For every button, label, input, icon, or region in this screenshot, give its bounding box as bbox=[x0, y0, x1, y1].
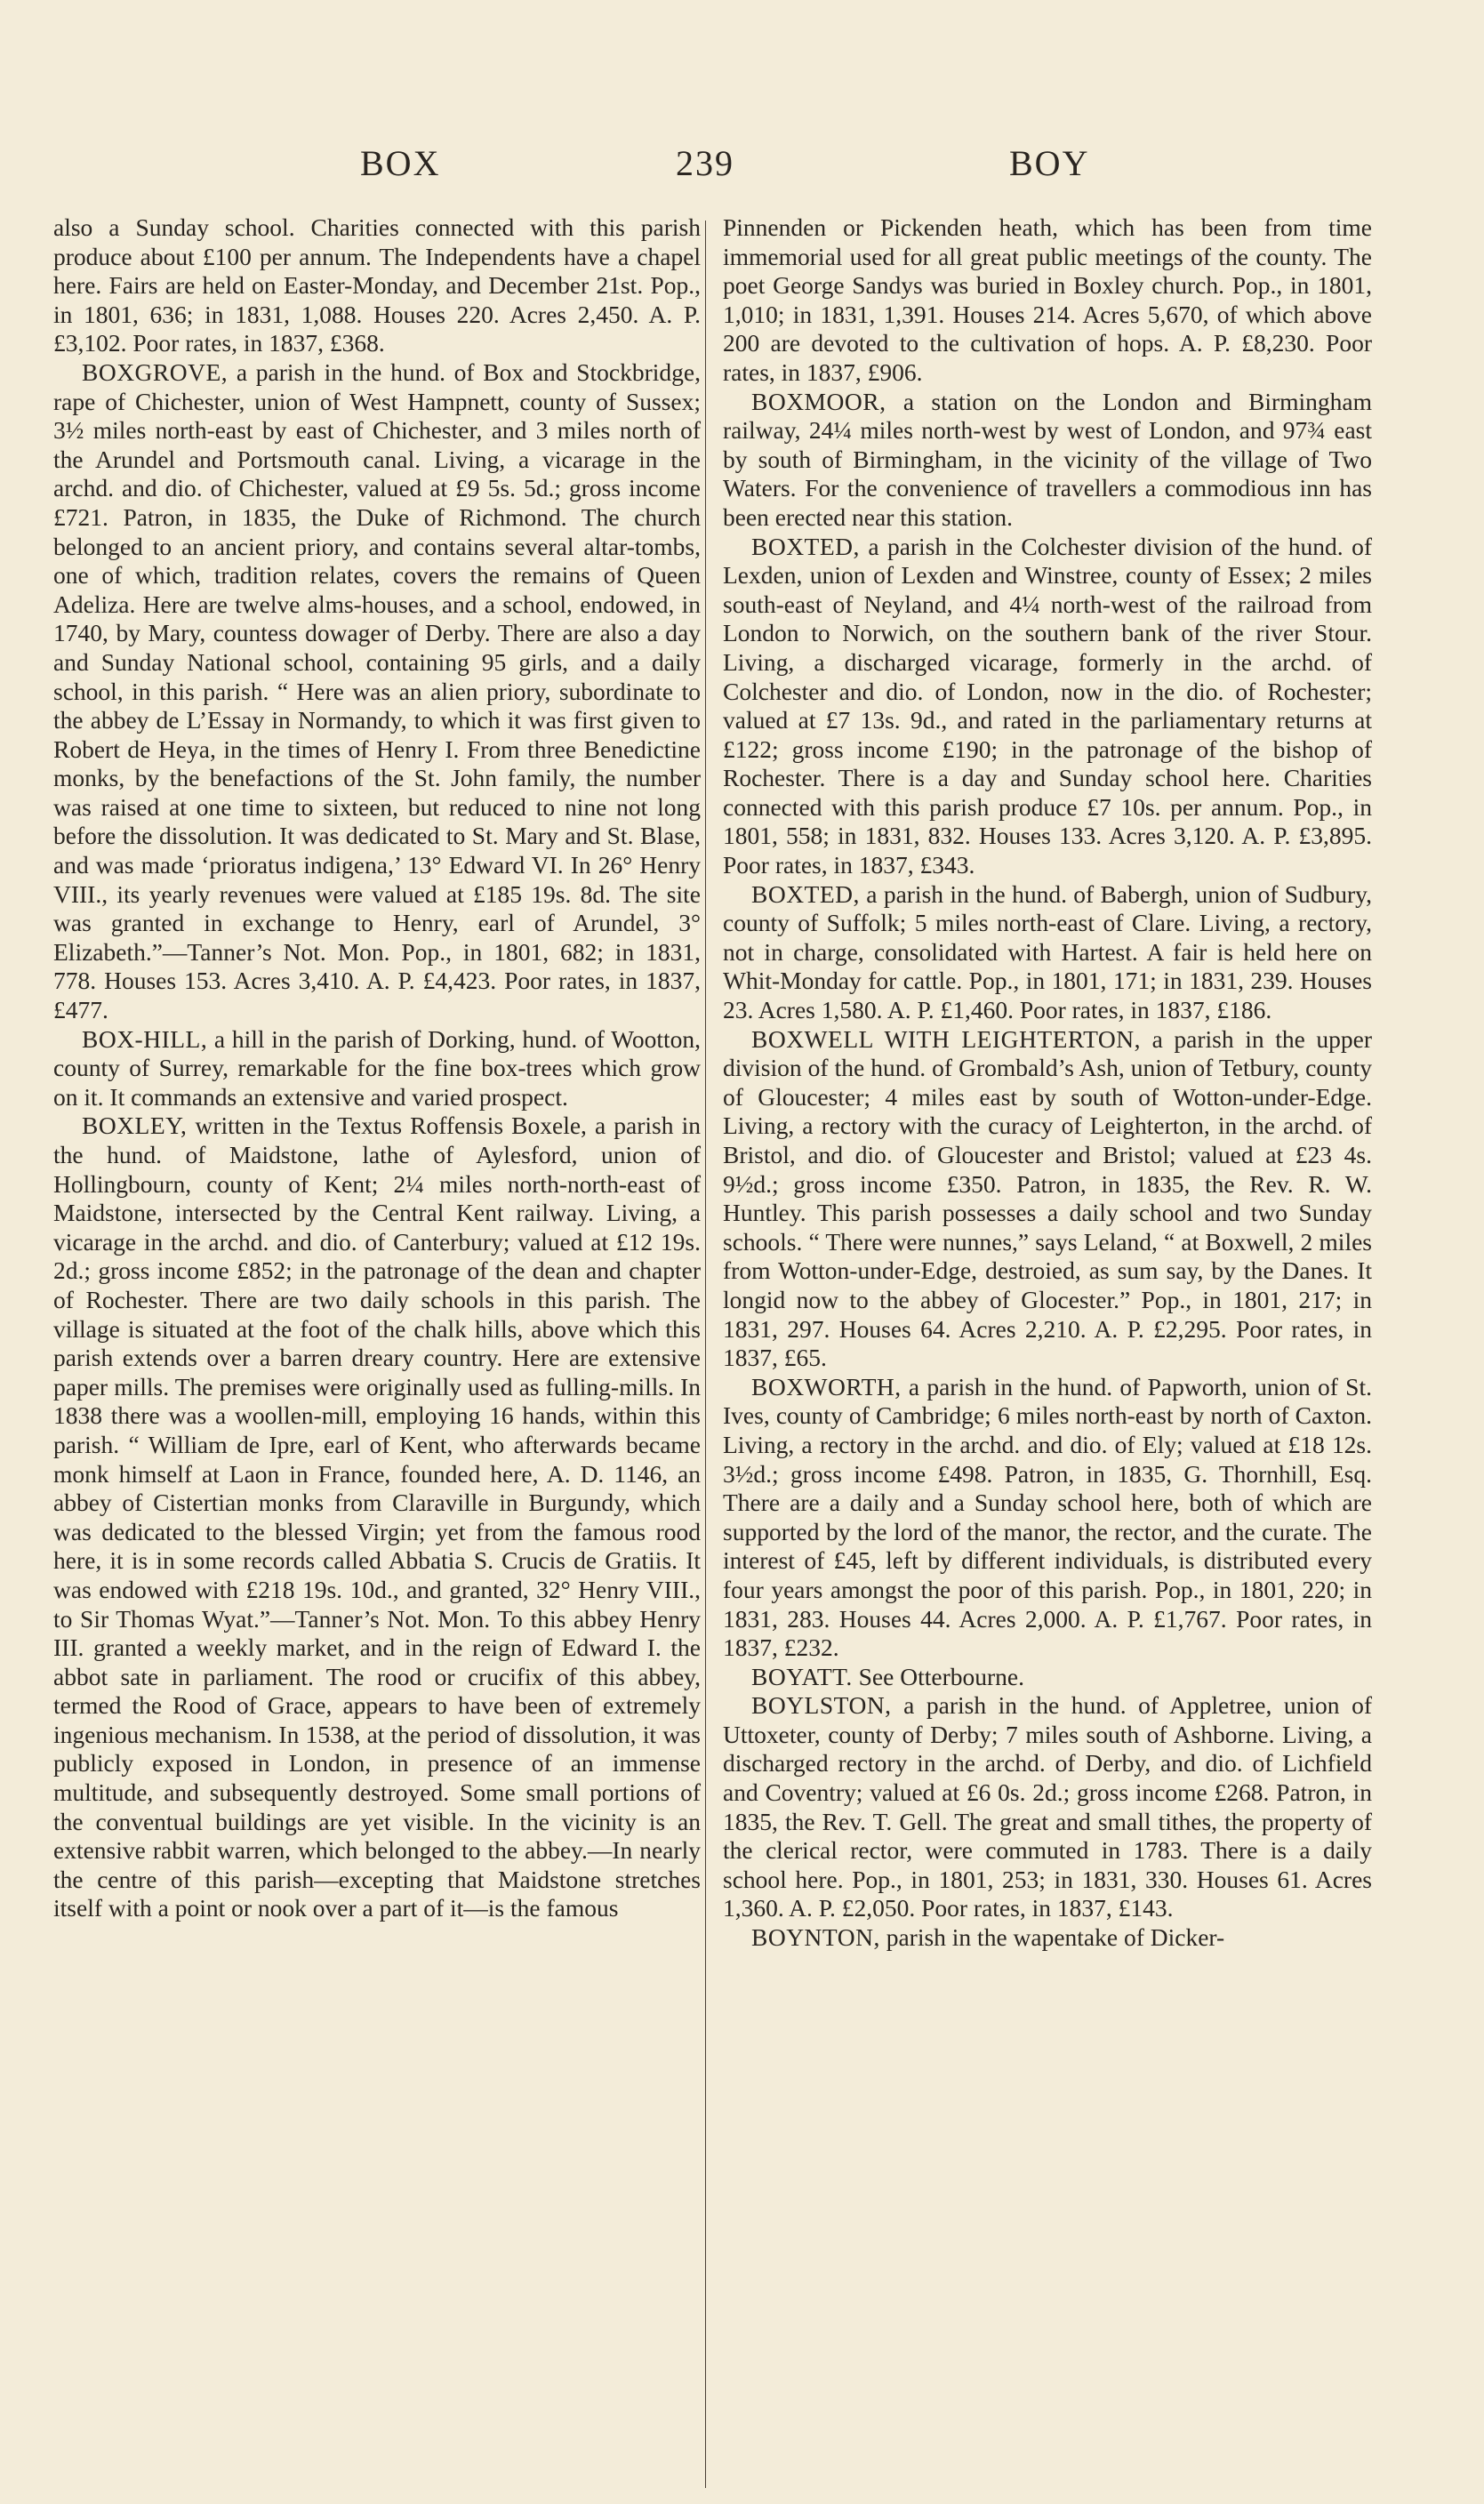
entry-text: See Otterbourne. bbox=[852, 1662, 1024, 1690]
entry-paragraph bbox=[53, 1112, 701, 1923]
entry-text: a parish in the hund. of Box and Stockbridge, rape of Chichester, union of West Hampnett, county of Sussex; 3½ miles north-east by east of Chichester, and 3 miles north of the Arundel and Portsmouth canal. Living, a vicarage in the archd. and dio. of Chichester, valued at £9 5s. 5d.; gross income £721. Patron, in 1835, the Duke of Richmond. The church belonged to an ancient priory, and contains several altar-tombs, one of which, tradition relates, covers the remains of Queen Adeliza. Here are twelve alms-houses, and a school, endowed, in 1740, by Mary, countess dowager of Derby. There are also a day and Sunday National school, containing 95 girls, and a daily school, in this parish. “ Here was an alien priory, subordinate to the abbey de L’Essay in Normandy, to which it was first given to Robert de Heya, in the times of Henry I. From three Benedictine monks, by the benefactions of the St. John family, the number was raised at one time to sixteen, but reduced to nine not long before the dissolution. It was dedicated to St. Mary and St. Blase, and was made ‘prioratus indigena,’ 13° Edward VI. In 26° Henry VIII., its yearly revenues were valued at £185 19s. 8d. The site was granted in exchange to Henry, earl of Arundel, 3° Elizabeth.”—Tanner’s Not. Mon. Pop., in 1801, 682; in 1831, 778. Houses 153. Acres 3,410. A. P. £4,423. Poor rates, in 1837, £477. bbox=[53, 357, 701, 1024]
header-left-word: BOX bbox=[360, 143, 441, 183]
entry-headword: BOYNTON, bbox=[751, 1923, 880, 1952]
entry-paragraph bbox=[723, 1663, 1372, 1692]
entry-text: a station on the London and Birmingham railway, 24¼ miles north-west by west of London, and 97¾ east by south of Birmingham, in the vicinity of the village of Two Waters. For the convenience of travellers a commodious inn has been erected near this station. bbox=[723, 387, 1372, 531]
entry-paragraph bbox=[723, 213, 1372, 388]
entry-paragraph bbox=[53, 213, 701, 358]
entry-text: also a Sunday school. Charities connected with this parish produce about £100 per annum. The Independents have a chapel here. Fairs are held on Easter-Monday, and December 21st. Pop., in 1801, 636; in 1831, 1,088. Houses 220. Acres 2,450. A. P. £3,102. Poor rates, in 1837, £368. bbox=[53, 213, 701, 357]
entry-headword: BOXGROVE, bbox=[82, 357, 229, 386]
entry-text: a parish in the hund. of Papworth, union of St. Ives, county of Cambridge; 6 miles north-east by north of Caxton. Living, a rectory in the archd. and dio. of Ely; valued at £18 12s. 3½d.; gross income £498. Patron, in 1835, G. Thornhill, Esq. There are a daily and a Sunday school here, both of which are supported by the lord of the manor, the rector, and the curate. The interest of £45, left by different individuals, is distributed every four years amongst the poor of this parish. Pop., in 1801, 220; in 1831, 283. Houses 44. Acres 2,000. A. P. £1,767. Poor rates, in 1837, £232. bbox=[723, 1372, 1372, 1662]
entry-paragraph bbox=[723, 1691, 1372, 1923]
entry-text: parish in the wapentake of Dicker- bbox=[879, 1923, 1225, 1952]
entry-paragraph bbox=[723, 880, 1372, 1025]
entry-text: Pinnenden or Pickenden heath, which has been from time immemorial used for all great public meetings of the county. The poet George Sandys was buried in Boxley church. Pop., in 1801, 1,010; in 1831, 1,391. Houses 214. Acres 5,670, of which above 200 are devoted to the cultivation of hops. A. P. £8,230. Poor rates, in 1837, £906. bbox=[723, 213, 1372, 386]
entry-paragraph bbox=[723, 1373, 1372, 1663]
entry-headword: BOYLSTON, bbox=[751, 1691, 892, 1720]
entry-paragraph bbox=[53, 1025, 701, 1112]
page-header bbox=[0, 142, 1484, 187]
header-right-word: BOY bbox=[1009, 143, 1090, 183]
entry-paragraph bbox=[723, 533, 1372, 880]
entry-paragraph bbox=[723, 1923, 1372, 1953]
entry-headword: BOXWELL WITH LEIGHTERTON, bbox=[751, 1024, 1142, 1053]
page-number: 239 bbox=[676, 143, 734, 183]
entry-text: a parish in the hund. of Appletree, union of Uttoxeter, county of Derby; 7 miles south of Ashborne. Living, a discharged rectory in the archd. of Derby, and dio. of Lichfield and Coventry; valued at £6 0s. 2d.; gross income £268. Patron, in 1835, the Rev. T. Gell. The great and small tithes, the property of the clerical rector, were commuted in 1783. There is a daily school here. Pop., in 1801, 253; in 1831, 330. Houses 61. Acres 1,360. A. P. £2,050. Poor rates, in 1837, £143. bbox=[723, 1691, 1372, 1922]
column-divider bbox=[705, 221, 706, 2488]
entry-headword: BOXWORTH, bbox=[751, 1372, 902, 1400]
entry-headword: BOXLEY, bbox=[82, 1112, 188, 1140]
entry-paragraph bbox=[723, 1025, 1372, 1373]
entry-headword: BOXMOOR, bbox=[751, 387, 886, 415]
entry-text: a parish in the Colchester division of the hund. of Lexden, union of Lexden and Winstree, county of Essex; 2 miles south-east of Neyland, and 4¼ north-west of the railroad from London to Norwich, on the southern bank of the river Stour. Living, a discharged vicarage, formerly in the archd. of Colchester and dio. of London, now in the dio. of Rochester; valued at £7 13s. 9d., and rated in the parliamentary returns at £122; gross income £190; in the patronage of the bishop of Rochester. There is a day and Sunday school here. Charities connected with this parish produce £7 10s. per annum. Pop., in 1801, 558; in 1831, 832. Houses 133. Acres 3,120. A. P. £3,895. Poor rates, in 1837, £343. bbox=[723, 532, 1372, 879]
entry-paragraph bbox=[53, 358, 701, 1025]
entry-headword: BOX-HILL, bbox=[82, 1024, 208, 1053]
right-column bbox=[723, 213, 1372, 1953]
entry-headword: BOYATT. bbox=[751, 1662, 853, 1690]
left-column bbox=[53, 213, 701, 1923]
entry-text: a parish in the hund. of Babergh, union of Sudbury, county of Suffolk; 5 miles north-east of Clare. Living, a rectory, not in charge, consolidated with Hartest. A fair is held here on Whit-Monday for cattle. Pop., in 1801, 171; in 1831, 239. Houses 23. Acres 1,580. A. P. £1,460. Poor rates, in 1837, £186. bbox=[723, 879, 1372, 1024]
entry-text: written in the Textus Roffensis Boxele, a parish in the hund. of Maidstone, lathe of Aylesford, union of Hollingbourn, county of Kent; 2¼ miles north-north-east of Maidstone, intersected by the Central Kent railway. Living, a vicarage in the archd. and dio. of Canterbury; valued at £12 19s. 2d.; gross income £852; in the patronage of the dean and chapter of Rochester. There are two daily schools in this parish. The village is situated at the foot of the chalk hills, above which this parish extends over a barren dreary country. Here are extensive paper mills. The premises were originally used as fulling-mills. In 1838 there was a woollen-mill, employing 16 hands, within this parish. “ William de Ipre, earl of Kent, who afterwards became monk himself at Laon in France, founded here, A. D. 1146, an abbey of Cistertian monks from Claraville in Burgundy, which was dedicated to the blessed Virgin; yet from the famous rood here, it is in some records called Abbatia S. Crucis de Gratiis. It was endowed with £218 19s. 10d., and granted, 32° Henry VIII., to Sir Thomas Wyat.”—Tanner’s Not. Mon. To this abbey Henry III. granted a weekly market, and in the reign of Edward I. the abbot sate in parliament. The rood or crucifix of this abbey, termed the Rood of Grace, appears to have been of extremely ingenious mechanism. In 1538, at the period of dissolution, it was publicly exposed in London, in presence of an immense multitude, and subsequently destroyed. Some small portions of the conventual buildings are yet visible. In the vicinity is an extensive rabbit warren, which belonged to the abbey.—In nearly the centre of this parish—excepting that Maidstone stretches itself with a point or nook over a part of it—is the famous bbox=[53, 1112, 701, 1922]
entry-text: a parish in the upper division of the hund. of Grombald’s Ash, union of Tetbury, county of Gloucester; 4 miles east by south of Wotton-under-Edge. Living, a rectory with the curacy of Leighterton, in the archd. of Bristol, and dio. of Gloucester and Bristol; valued at £23 4s. 9½d.; gross income £350. Patron, in 1835, the Rev. R. W. Huntley. This parish possesses a daily school and two Sunday schools. “ There were nunnes,” says Leland, “ at Boxwell, 2 miles from Wotton-under-Edge, destroied, as sum say, by the Danes. It longid now to the abbey of Glocester.” Pop., in 1801, 217; in 1831, 297. Houses 64. Acres 2,210. A. P. £2,295. Poor rates, in 1837, £65. bbox=[723, 1024, 1372, 1372]
entry-paragraph bbox=[723, 388, 1372, 533]
entry-headword: BOXTED, bbox=[751, 532, 860, 560]
entry-text: a hill in the parish of Dorking, hund. of Wootton, county of Surrey, remarkable for the fine box-trees which grow on it. It commands an extensive and varied prospect. bbox=[53, 1024, 701, 1111]
entry-headword: BOXTED, bbox=[751, 879, 860, 908]
